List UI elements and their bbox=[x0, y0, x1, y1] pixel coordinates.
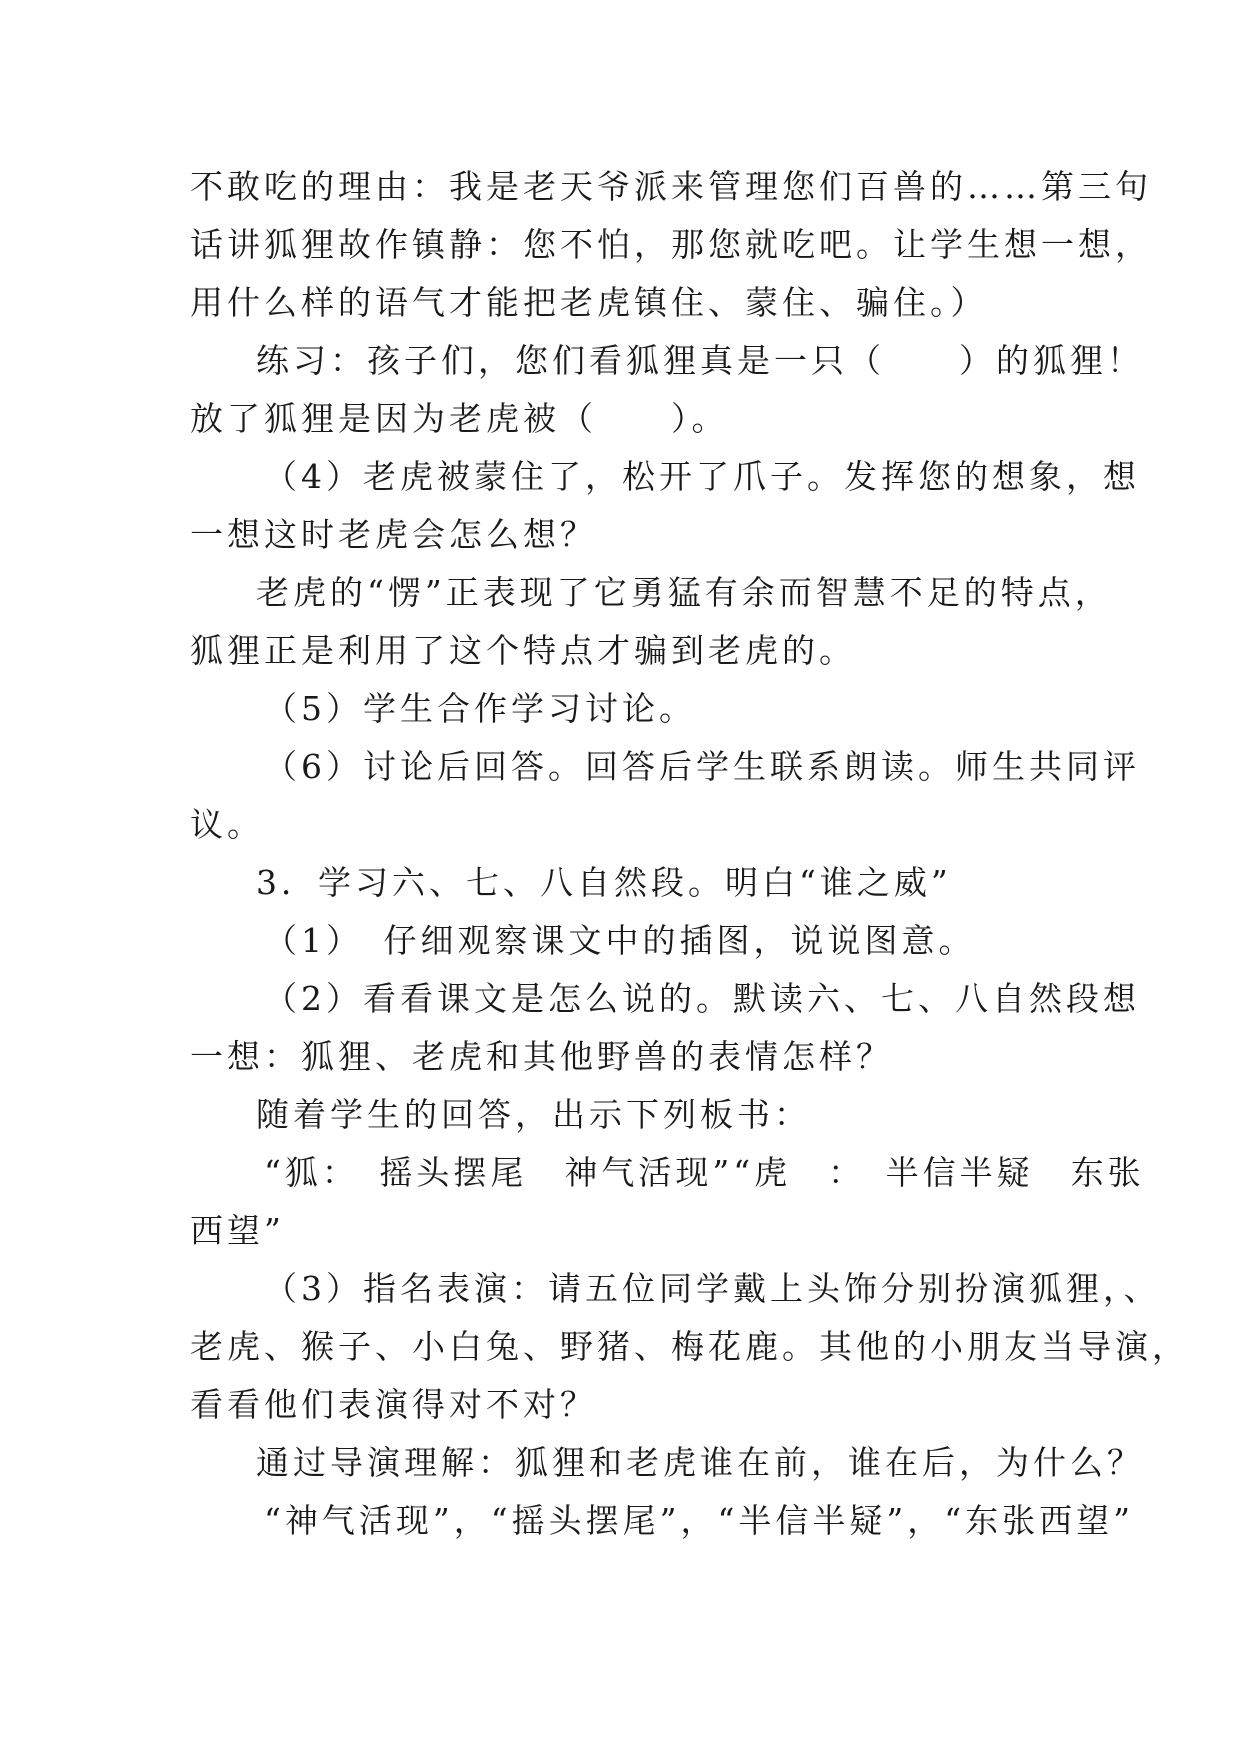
text-line-24: “神气活现”，“摇头摆尾”，“半信半疑”，“东张西望” bbox=[264, 1501, 1134, 1540]
body-text bbox=[190, 158, 1189, 1550]
text-line-13: 3．学习六、七、八自然段。明白“谁之威” bbox=[256, 863, 952, 902]
text-line-2: 话讲狐狸故作镇静：您不怕，那您就吃吧。让学生想一想， bbox=[190, 225, 1152, 264]
text-line-14: （1） 仔细观察课文中的插图，说说图意。 bbox=[264, 921, 976, 960]
text-line-3: 用什么样的语气才能把老虎镇住、蒙住、骗住。） bbox=[190, 283, 988, 322]
text-line-19: 西望” bbox=[190, 1211, 285, 1250]
text-line-15: （2）看看课文是怎么说的。默读六、七、八自然段想 bbox=[264, 979, 1140, 1018]
text-line-8: 老虎的“愣”正表现了它勇猛有余而智慧不足的特点， bbox=[256, 573, 1112, 612]
text-line-11: （6）讨论后回答。回答后学生联系朗读。师生共同评 bbox=[264, 747, 1140, 786]
text-line-23: 通过导演理解：狐狸和老虎谁在前，谁在后，为什么？ bbox=[256, 1443, 1144, 1482]
text-line-5: 放了狐狸是因为老虎被（ ）。 bbox=[190, 399, 729, 438]
text-line-20: （3）指名表演：请五位同学戴上头饰分别扮演狐狸，、 bbox=[264, 1269, 1161, 1308]
text-line-1: 不敢吃的理由：我是老天爷派来管理您们百兽的……第三句 bbox=[190, 167, 1152, 206]
text-line-10: （5）学生合作学习讨论。 bbox=[264, 689, 696, 728]
text-line-9: 狐狸正是利用了这个特点才骗到老虎的。 bbox=[190, 631, 856, 670]
text-line-22: 看看他们表演得对不对？ bbox=[190, 1385, 597, 1424]
text-line-16: 一想：狐狸、老虎和其他野兽的表情怎样？ bbox=[190, 1037, 893, 1076]
text-line-12: 议。 bbox=[190, 805, 264, 844]
text-line-6: （4）老虎被蒙住了，松开了爪子。发挥您的想象，想 bbox=[264, 457, 1140, 496]
text-line-21: 老虎、猴子、小白兔、野猪、梅花鹿。其他的小朋友当导演， bbox=[190, 1327, 1189, 1366]
text-line-4: 练习：孩子们，您们看狐狸真是一只（ ）的狐狸！ bbox=[256, 341, 1144, 380]
text-line-7: 一想这时老虎会怎么想？ bbox=[190, 515, 597, 554]
text-line-18: “狐： 摇头摆尾 神气活现”“虎 ： 半信半疑 东张 bbox=[264, 1153, 1145, 1192]
text-line-17: 随着学生的回答，出示下列板书： bbox=[256, 1095, 811, 1134]
